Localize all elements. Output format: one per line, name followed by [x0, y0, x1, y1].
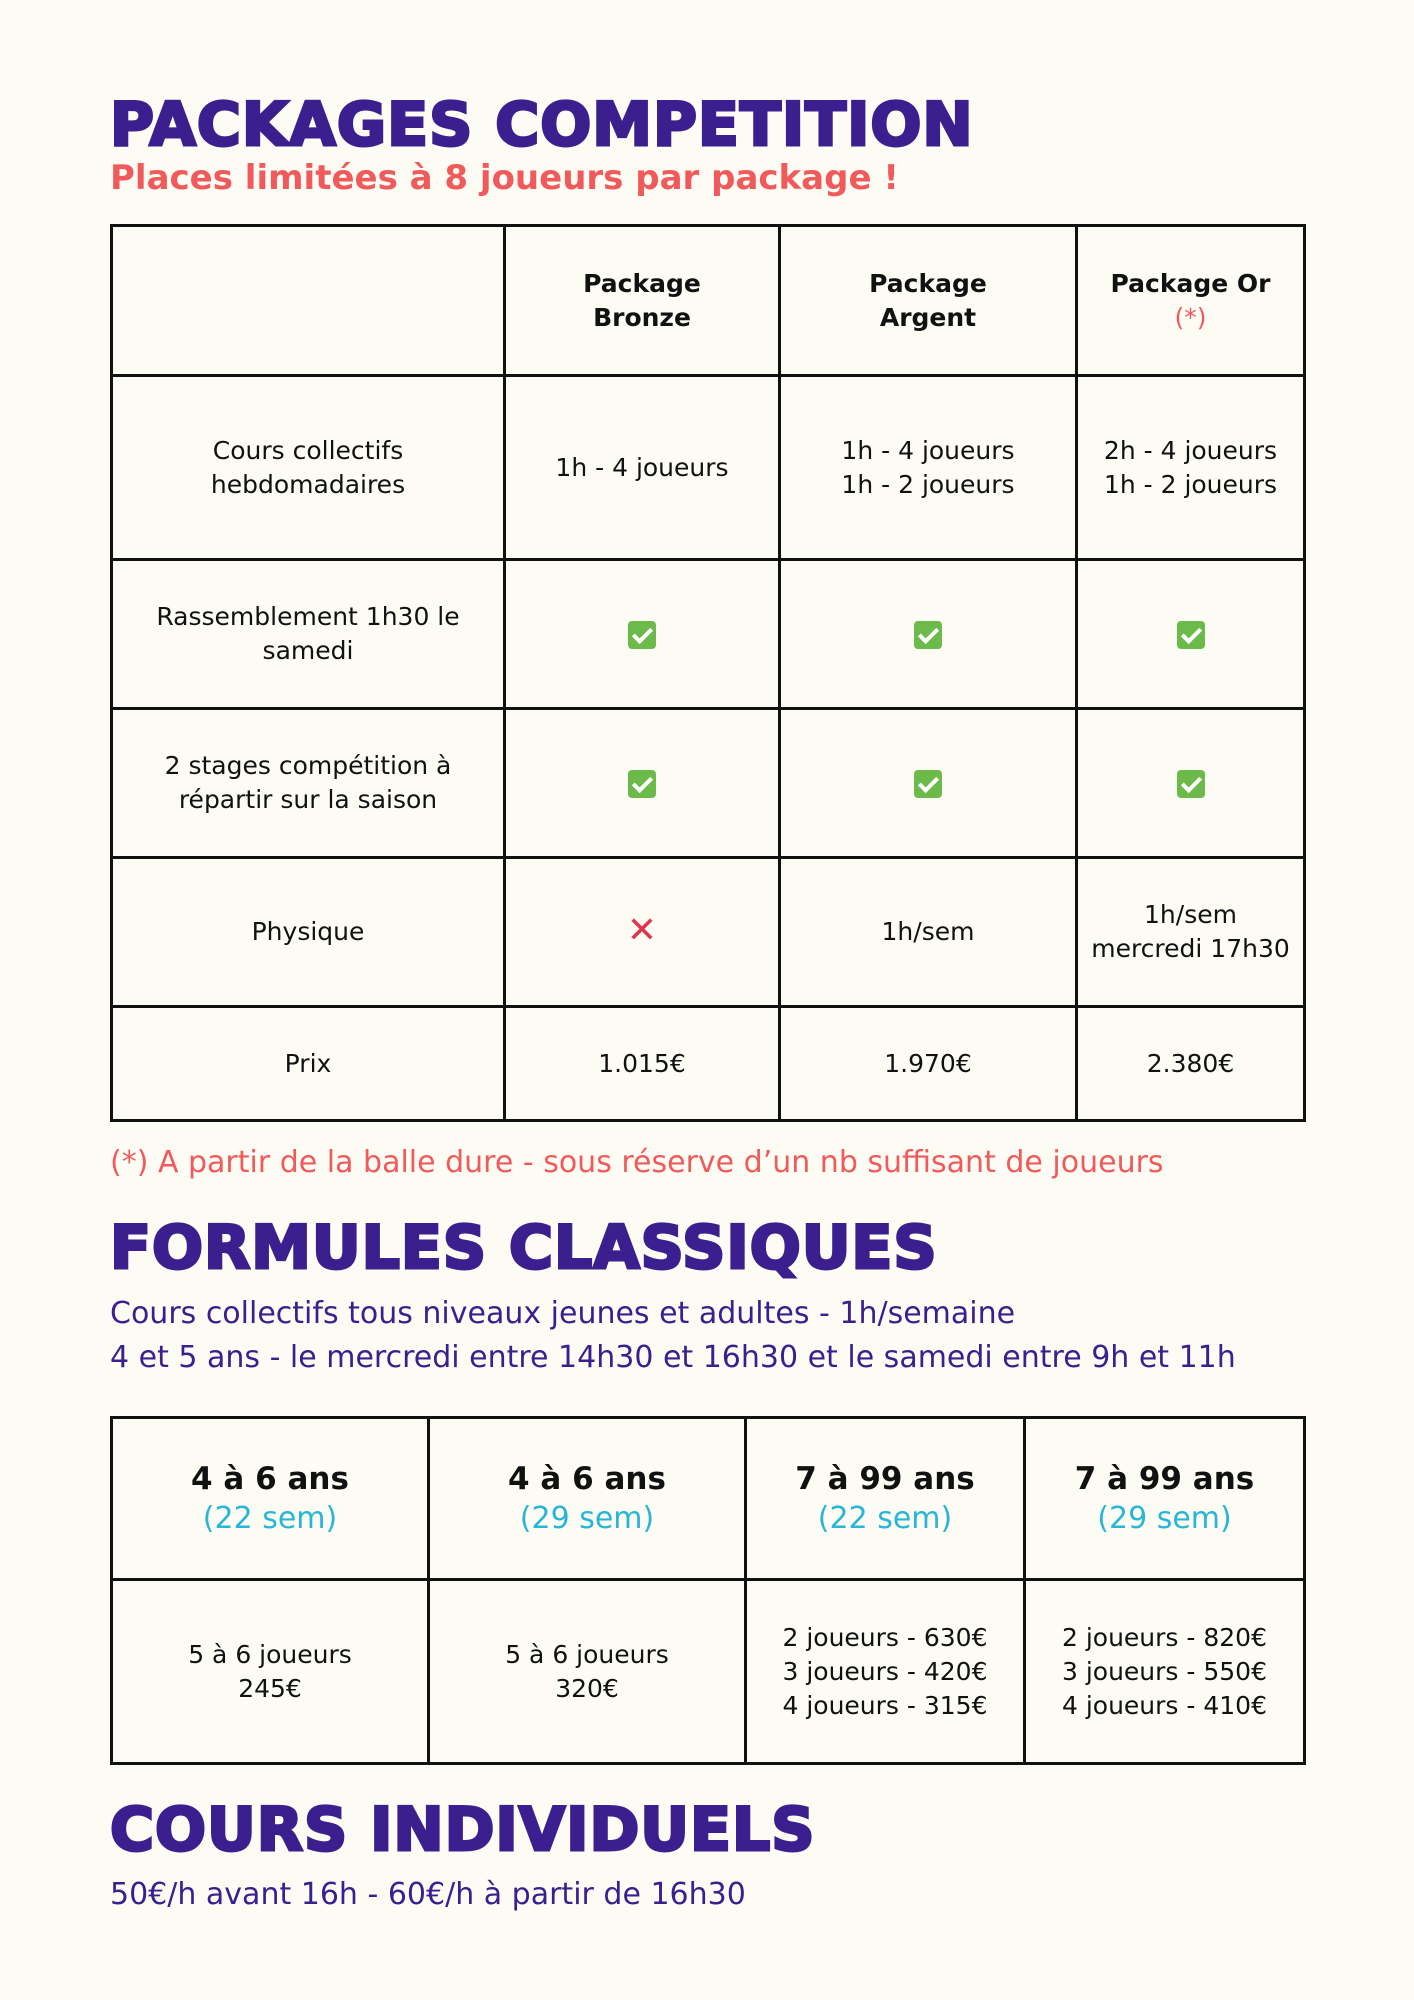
label-line: Physique	[251, 917, 365, 946]
cell-argent	[780, 709, 1077, 858]
classiques-table	[110, 1416, 1306, 1765]
age-label: 4 à 6 ans	[191, 1460, 349, 1497]
cell-line: 3 joueurs - 550€	[1061, 1656, 1267, 1686]
header-line1: Package	[869, 268, 987, 298]
header-argent	[780, 226, 1077, 376]
check-icon	[628, 770, 656, 798]
price-or	[1077, 1007, 1305, 1121]
cell-line: 2 joueurs - 630€	[782, 1622, 988, 1652]
row-label	[112, 858, 505, 1007]
row-label	[112, 709, 505, 858]
header-line1: Package	[583, 268, 701, 298]
label-line: répartir sur la saison	[178, 785, 438, 814]
weeks-label: (22 sem)	[817, 1500, 953, 1536]
cell-argent	[780, 376, 1077, 560]
row-label	[112, 376, 505, 560]
cell-line: 1h - 2 joueurs	[841, 469, 1015, 499]
cell-line: 5 à 6 joueurs	[188, 1639, 352, 1669]
age-label: 7 à 99 ans	[795, 1460, 975, 1497]
cell-line: mercredi 17h30	[1091, 934, 1290, 963]
table-row	[112, 858, 1305, 1007]
cell-bronze	[505, 858, 780, 1007]
cell-line: 2 joueurs - 820€	[1061, 1622, 1267, 1652]
table-row	[112, 376, 1305, 560]
cell-line: 1h - 4 joueurs	[555, 452, 729, 482]
header-line1: Package Or	[1110, 268, 1271, 298]
cell-line: 1.015€	[598, 1048, 686, 1078]
age-label: 7 à 99 ans	[1074, 1460, 1255, 1497]
cell-line: 2h - 4 joueurs	[1103, 435, 1278, 465]
weeks-label: (22 sem)	[202, 1500, 338, 1536]
header-line2: Argent	[879, 302, 977, 332]
cell-or	[1077, 858, 1305, 1007]
age-header	[429, 1418, 746, 1580]
check-icon	[628, 621, 656, 649]
price-cell	[746, 1580, 1025, 1764]
check-icon	[914, 621, 942, 649]
header-line2: Bronze	[593, 302, 691, 332]
cell-bronze	[505, 376, 780, 560]
label-line: Rassemblement 1h30 le	[156, 602, 460, 631]
price-cell	[429, 1580, 746, 1764]
cell-line: 5 à 6 joueurs	[505, 1639, 669, 1669]
empty-corner-cell	[112, 226, 505, 376]
check-icon	[1177, 770, 1205, 798]
table-row	[112, 709, 1305, 858]
cell-line: 245€	[238, 1673, 302, 1703]
weeks-label: (29 sem)	[1097, 1500, 1232, 1536]
header-bronze	[505, 226, 780, 376]
competition-title: PACKAGES COMPETITION	[110, 90, 974, 160]
cell-bronze	[505, 560, 780, 709]
cell-line: 3 joueurs - 420€	[782, 1656, 988, 1686]
check-icon	[914, 770, 942, 798]
individuels-text: 50€/h avant 16h - 60€/h à partir de 16h30	[110, 1877, 746, 1912]
individuels-title: COURS INDIVIDUELS	[110, 1795, 816, 1865]
cell-or	[1077, 376, 1305, 560]
age-header	[1025, 1418, 1305, 1580]
row-label	[112, 1007, 505, 1121]
label-line: Cours collectifs	[212, 435, 404, 465]
label-line: samedi	[262, 636, 354, 665]
competition-header-row	[112, 226, 1305, 376]
classiques-line2: 4 et 5 ans - le mercredi entre 14h30 et 16h30 et le samedi entre 9h et 11h	[110, 1340, 1236, 1375]
competition-note: (*) A partir de la balle dure - sous réserve d’un nb suffisant de joueurs	[110, 1145, 1164, 1180]
check-icon	[1177, 621, 1205, 649]
label-line: hebdomadaires	[210, 469, 406, 499]
cell-line: 4 joueurs - 410€	[1061, 1690, 1267, 1720]
age-label: 4 à 6 ans	[508, 1460, 666, 1497]
cell-bronze	[505, 709, 780, 858]
price-cell	[112, 1580, 429, 1764]
cell-line: 4 joueurs - 315€	[782, 1690, 988, 1720]
classiques-line1: Cours collectifs tous niveaux jeunes et adultes - 1h/semaine	[110, 1296, 1016, 1331]
header-star: (*)	[1174, 302, 1207, 332]
classiques-header-row	[112, 1418, 1305, 1580]
price-argent	[780, 1007, 1077, 1121]
label-line: 2 stages compétition à	[164, 751, 452, 780]
table-row	[112, 560, 1305, 709]
header-or	[1077, 226, 1305, 376]
table-row	[112, 1007, 1305, 1121]
age-header	[746, 1418, 1025, 1580]
cell-line: 1h/sem	[881, 917, 975, 946]
table-row	[112, 1580, 1305, 1764]
cell-line: 1h - 2 joueurs	[1103, 469, 1278, 499]
row-label	[112, 560, 505, 709]
cell-line: 1.970€	[884, 1048, 972, 1078]
price-cell	[1025, 1580, 1305, 1764]
cross-icon: ✕	[626, 909, 658, 951]
weeks-label: (29 sem)	[519, 1500, 655, 1536]
cell-line: 1h - 4 joueurs	[841, 435, 1015, 465]
cell-argent	[780, 858, 1077, 1007]
cell-or	[1077, 709, 1305, 858]
classiques-title: FORMULES CLASSIQUES	[110, 1213, 938, 1283]
price-bronze	[505, 1007, 780, 1121]
competition-table	[110, 224, 1306, 1122]
label-line: Prix	[284, 1048, 332, 1078]
cell-line: 320€	[555, 1673, 619, 1703]
cell-line: 1h/sem	[1144, 900, 1237, 929]
cell-line: 2.380€	[1146, 1048, 1235, 1078]
age-header	[112, 1418, 429, 1580]
cell-or	[1077, 560, 1305, 709]
competition-subtitle: Places limitées à 8 joueurs par package !	[110, 158, 899, 198]
cell-argent	[780, 560, 1077, 709]
